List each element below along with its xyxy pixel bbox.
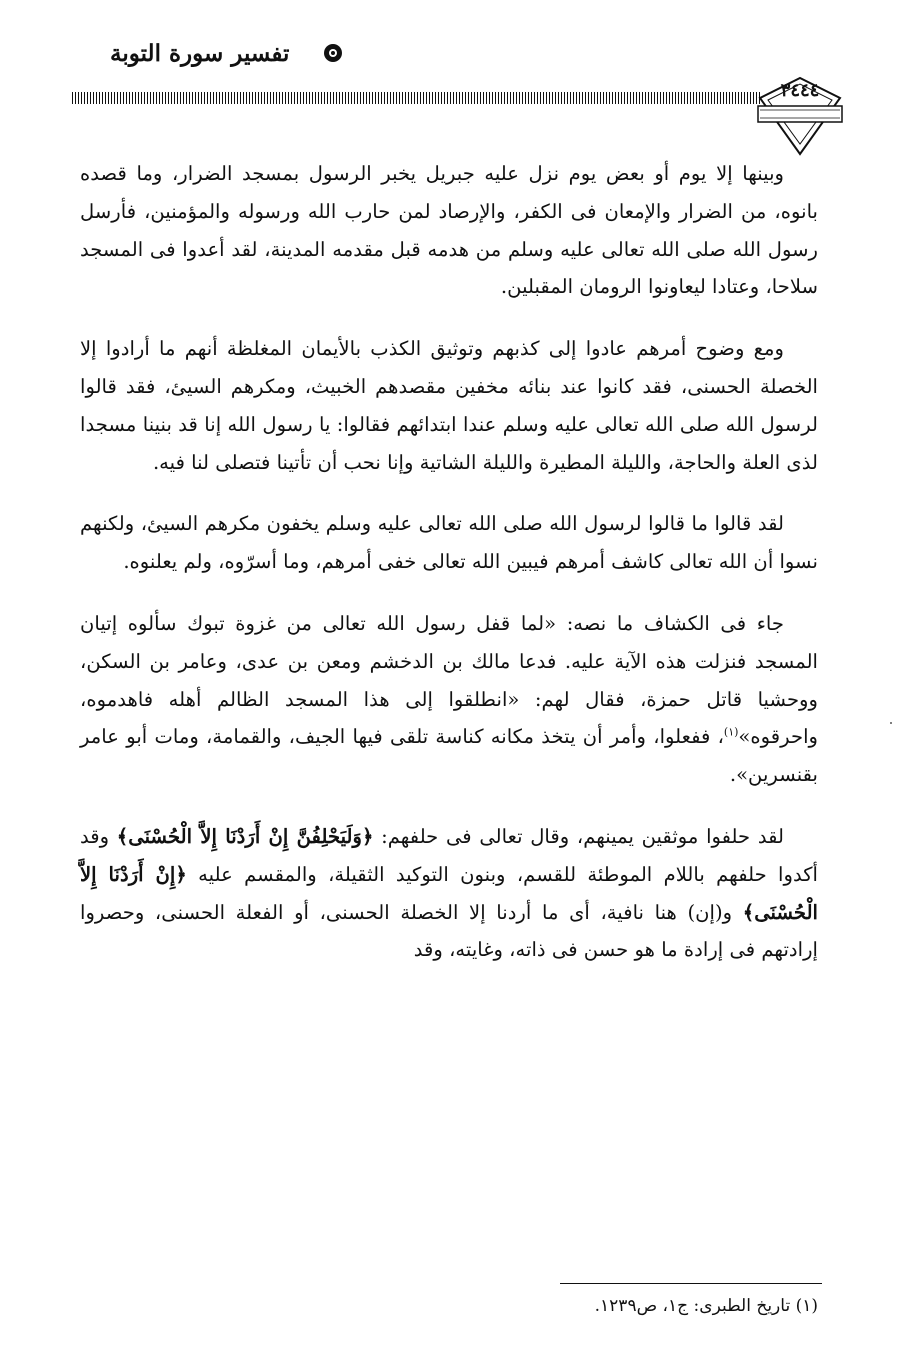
paragraph: وبينها إلا يوم أو بعض يوم نزل عليه جبريل يخبر الرسول بمسجد الضرار، وما قصده بانوه، من الضرار والإمعان فى الكفر، والإرصاد لمن حارب الله ورسوله والمؤمنين، فأرسل رسول الله صلى الله تعالى عليه وسلم من هدمه قبل مقدمه المدينة، لقد أعدوا فى المسجد سلاحا، وعتادا ليعاونوا الرومان المقبلين. (80, 162, 818, 299)
paragraph: ومع وضوح أمرهم عادوا إلى كذبهم وتوثيق الكذب بالأيمان المغلظة أنهم ما أرادوا إلا الخصلة الحسنى، فقد كانوا عند بنائه مخفين مقصدهم الخبيث، ومكرهم السيئ، فقد قالوا لرسول الله صلى الله تعالى عليه وسلم عندا ابتدائهم فقالوا: يا رسول الله إنا قد بنينا مسجدا لذى العلة والحاجة، والليلة المطيرة والليلة الشاتية وإنا نحب أن تأتينا فتصلى لنا فيه. (80, 337, 818, 474)
margin-dot (890, 722, 892, 724)
footnote-reference[interactable]: (١) (723, 725, 739, 739)
paragraph-text: ، ففعلوا، وأمر أن يتخذ مكانه كناسة تلقى فيها الجيف، والقمامة، ومات أبو عامر بقنسرين». (80, 725, 818, 787)
header-dotted-rule (72, 92, 762, 104)
running-header-title: تفسير سورة التوبة (110, 40, 290, 67)
paragraph (80, 605, 818, 794)
page-number: ٣٤٤٤ (780, 80, 820, 101)
footnote: (١) تاريخ الطبرى: ج١، ص١٢٣٩. (594, 1296, 818, 1316)
paragraph: لقد قالوا ما قالوا لرسول الله صلى الله تعالى عليه وسلم يخفون مكرهم السيئ، ولكنهم نسوا أن الله تعالى كاشف أمرهم فيبين الله تعالى خفى أمرهم، وما أسرّوه، ولم يعلنوه. (80, 512, 818, 574)
quran-verse: ﴿وَلَيَحْلِفُنَّ إِنْ أَرَدْنَا إِلاَّ الْحُسْنَى﴾ (116, 824, 374, 848)
body-text (80, 155, 818, 969)
paragraph-text: وقد أكدوا حلفهم باللام الموطئة للقسم، وبنون التوكيد الثقيلة، والمقسم عليه (80, 824, 818, 886)
paragraph-text: لقد حلفوا موثقين يمينهم، وقال تعالى فى حلفهم: (373, 824, 784, 848)
paragraph-text: جاء فى الكشاف ما نصه: «لما قفل رسول الله تعالى من غزوة تبوك سألوه إتيان المسجد فنزلت هذه الآية عليه. فدعا مالك بن الدخشم ومعن بن عدى، وعامر بن السكن، ووحشيا قاتل حمزة، فقال لهم: «انطلقوا إلى هذا المسجد الظالم أهله فاهدموه، واحرقوه» (80, 611, 818, 749)
paragraph-text: و(إن) هنا نافية، أى ما أردنا إلا الخصلة الحسنى، أو الفعلة الحسنى، وحصروا إرادتهم فى إرادة ما هو حسن فى ذاته، وغايته، وقد (80, 900, 818, 962)
quran-verse: ﴿إِنْ أَرَدْنَا إِلاَّ الْحُسْنَى﴾ (80, 862, 818, 924)
paragraph (80, 818, 818, 969)
footnote-rule (560, 1283, 822, 1284)
header-ornament-icon (322, 42, 344, 64)
